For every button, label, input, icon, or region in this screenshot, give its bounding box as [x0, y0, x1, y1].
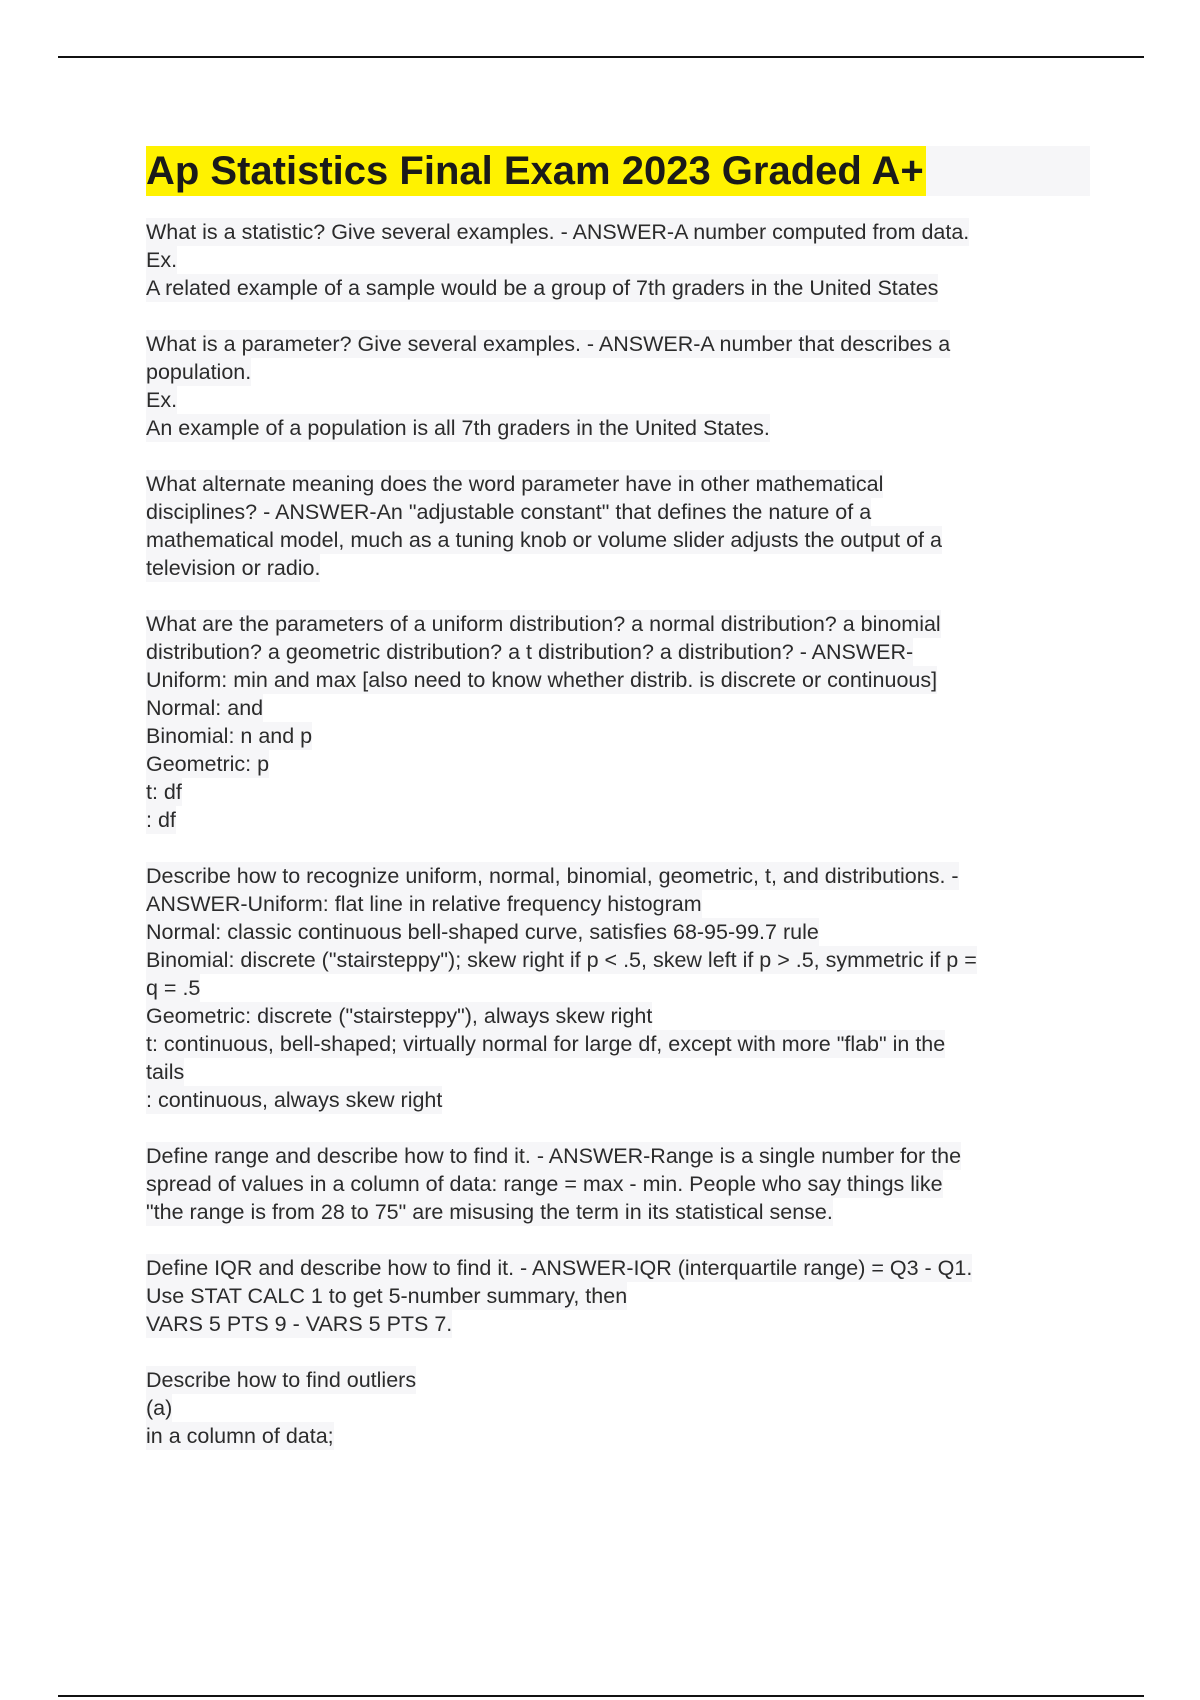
qa-line: Normal: and	[146, 696, 264, 720]
qa-line: population.	[146, 360, 252, 384]
qa-line: Geometric: p	[146, 752, 270, 776]
qa-line: Binomial: n and p	[146, 724, 313, 748]
qa-line: What is a parameter? Give several examples. - ANSWER-A number that describes a	[146, 332, 951, 356]
qa-line: t: df	[146, 780, 182, 804]
qa-line: Describe how to find outliers	[146, 1368, 417, 1392]
qa-line: : df	[146, 808, 176, 832]
qa-line: television or radio.	[146, 556, 321, 580]
qa-line: "the range is from 28 to 75" are misusing the term in its statistical sense.	[146, 1200, 833, 1224]
qa-line: An example of a population is all 7th graders in the United States.	[146, 416, 770, 440]
qa-line: distribution? a geometric distribution? a t distribution? a distribution? - ANSWER-	[146, 640, 914, 664]
qa-line: q = .5	[146, 976, 201, 1000]
qa-item	[146, 470, 1090, 582]
title-block	[146, 146, 1090, 196]
qa-line: Define IQR and describe how to find it. - ANSWER-IQR (interquartile range) = Q3 - Q1.	[146, 1256, 973, 1280]
qa-line: t: continuous, bell-shaped; virtually normal for large df, except with more "flab" in the	[146, 1032, 946, 1056]
qa-item	[146, 862, 1090, 1114]
qa-item	[146, 330, 1090, 442]
bottom-rule	[58, 1695, 1144, 1697]
qa-line: Use STAT CALC 1 to get 5-number summary, then	[146, 1284, 628, 1308]
page-title: Ap Statistics Final Exam 2023 Graded A+	[146, 146, 926, 196]
qa-line: Uniform: min and max [also need to know whether distrib. is discrete or continuous]	[146, 668, 938, 692]
qa-line: disciplines? - ANSWER-An "adjustable constant" that defines the nature of a	[146, 500, 872, 524]
qa-item	[146, 1142, 1090, 1226]
qa-list	[146, 218, 1090, 1450]
qa-line: What is a statistic? Give several examples. - ANSWER-A number computed from data.	[146, 220, 970, 244]
qa-line: Define range and describe how to find it. - ANSWER-Range is a single number for the	[146, 1144, 962, 1168]
qa-line: Normal: classic continuous bell-shaped curve, satisfies 68-95-99.7 rule	[146, 920, 819, 944]
document-body	[146, 146, 1090, 1478]
top-rule	[58, 56, 1144, 58]
qa-line: tails	[146, 1060, 185, 1084]
qa-line: Binomial: discrete ("stairsteppy"); skew right if p < .5, skew left if p > .5, symmetric if p =	[146, 948, 977, 972]
qa-line: Ex.	[146, 248, 178, 272]
qa-line: VARS 5 PTS 9 - VARS 5 PTS 7.	[146, 1312, 453, 1336]
qa-item	[146, 218, 1090, 302]
qa-line: : continuous, always skew right	[146, 1088, 443, 1112]
qa-line: in a column of data;	[146, 1424, 334, 1448]
qa-line: ANSWER-Uniform: flat line in relative frequency histogram	[146, 892, 702, 916]
qa-line: What alternate meaning does the word parameter have in other mathematical	[146, 472, 884, 496]
qa-line: A related example of a sample would be a group of 7th graders in the United States	[146, 276, 939, 300]
qa-item	[146, 1366, 1090, 1450]
qa-line: Describe how to recognize uniform, normal, binomial, geometric, t, and distributions. -	[146, 864, 959, 888]
qa-line: spread of values in a column of data: range = max - min. People who say things like	[146, 1172, 943, 1196]
qa-item	[146, 610, 1090, 834]
qa-line: What are the parameters of a uniform distribution? a normal distribution? a binomial	[146, 612, 941, 636]
qa-line: Ex.	[146, 388, 178, 412]
qa-item	[146, 1254, 1090, 1338]
qa-line: (a)	[146, 1396, 173, 1420]
qa-line: mathematical model, much as a tuning knob or volume slider adjusts the output of a	[146, 528, 942, 552]
qa-line: Geometric: discrete ("stairsteppy"), always skew right	[146, 1004, 653, 1028]
